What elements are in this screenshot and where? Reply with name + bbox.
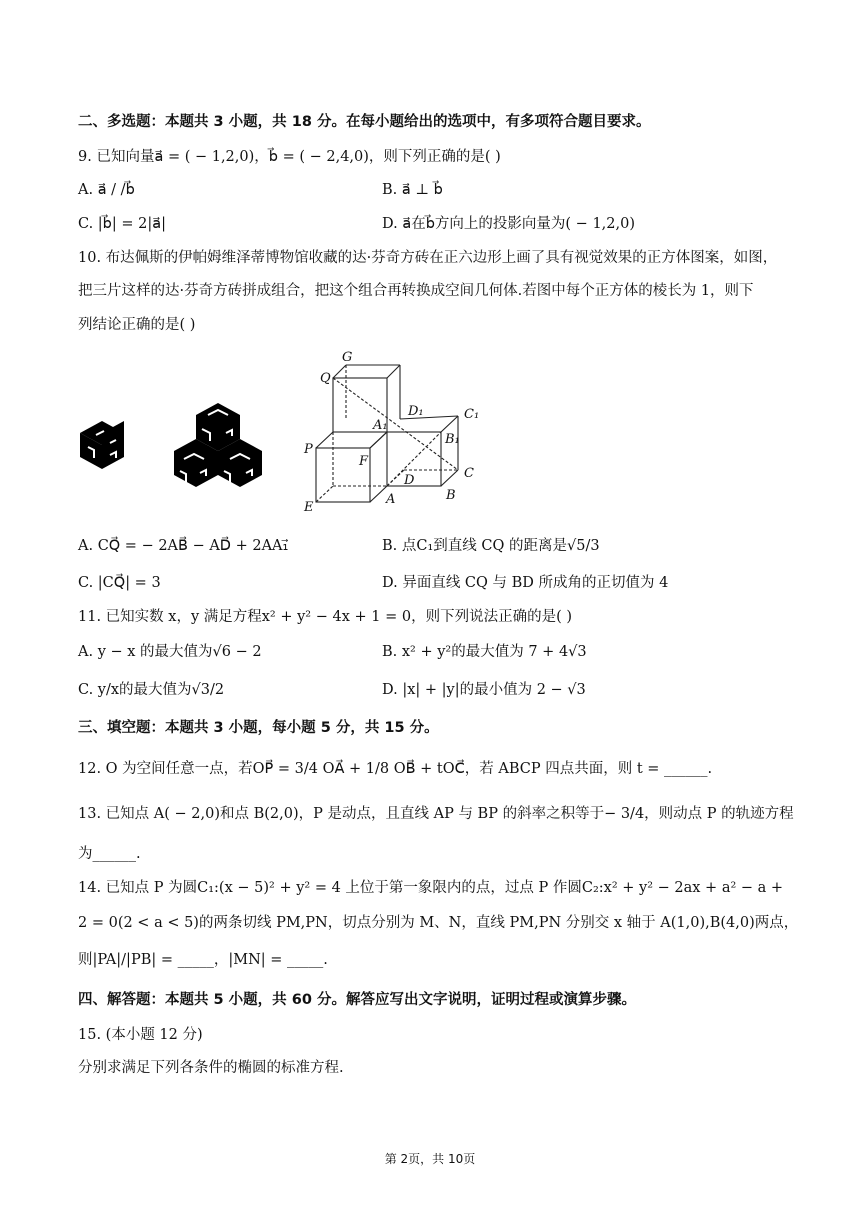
question-10-option-c: C. |CQ⃗| = 3 (78, 575, 161, 591)
label-E: E (304, 500, 314, 515)
question-9-option-b: B. a⃗ ⊥ b⃗ (382, 182, 443, 198)
label-A: A (386, 492, 396, 507)
question-13-line-2: 为______. (78, 846, 141, 862)
label-D1: D₁ (408, 404, 424, 419)
question-9-stem: 9. 已知向量a⃗ = ( − 1,2,0)，b⃗ = ( − 2,4,0)，则下列正确的是( ) (78, 149, 501, 165)
section-heading-multiple-choice: 二、多选题：本题共 3 小题，共 18 分。在每小题给出的选项中，有多项符合题目要求。 (78, 114, 651, 130)
label-B: B (446, 488, 456, 503)
question-11-option-c: C. y/x的最大值为√3/2 (78, 682, 225, 698)
question-14-line-3: 则|PA|/|PB| = _____，|MN| = _____. (78, 952, 328, 968)
question-11-stem: 11. 已知实数 x，y 满足方程x² + y² − 4x + 1 = 0，则下列说法正确的是( ) (78, 609, 572, 625)
cube-figure-svg (74, 345, 494, 515)
section-heading-fill-in: 三、填空题：本题共 3 小题，每小题 5 分，共 15 分。 (78, 720, 439, 736)
label-F: F (359, 454, 369, 469)
label-P: P (304, 442, 313, 457)
combined-tiles-icon (174, 403, 262, 487)
cube-geometry-diagram (316, 365, 458, 502)
question-10-line-2: 把三片这样的达·芬奇方砖拼成组合，把这个组合再转换成空间几何体.若图中每个正方体的棱长为 1，则下 (78, 283, 754, 299)
question-15-heading: 15. (本小题 12 分) (78, 1027, 203, 1043)
single-tile-icon (80, 421, 124, 469)
label-A1: A₁ (373, 418, 388, 433)
label-Q: Q (320, 371, 331, 386)
question-11-option-a: A. y − x 的最大值为√6 − 2 (78, 644, 262, 660)
section-heading-solutions: 四、解答题：本题共 5 小题，共 60 分。解答应写出文字说明，证明过程或演算步骤。 (78, 992, 636, 1008)
question-14-line-1: 14. 已知点 P 为圆C₁:(x − 5)² + y² = 4 上位于第一象限内的点，过点 P 作圆C₂:x² + y² − 2ax + a² − a + (78, 880, 784, 896)
question-11-option-b: B. x² + y²的最大值为 7 + 4√3 (382, 644, 587, 660)
question-14-line-2: 2 = 0(2 < a < 5)的两条切线 PM,PN，切点分别为 M、N，直线 PM,PN 分别交 x 轴于 A(1,0),B(4,0)两点， (78, 915, 799, 931)
question-10-figure (74, 345, 494, 515)
question-9-option-c: C. |b⃗| = 2|a⃗| (78, 216, 167, 232)
label-G: G (342, 350, 353, 365)
label-C1: C₁ (464, 407, 480, 422)
question-10-line-1: 10. 布达佩斯的伊帕姆维泽蒂博物馆收藏的达·芬奇方砖在正六边形上画了具有视觉效果的正方体图案，如图， (78, 250, 778, 266)
question-12: 12. O 为空间任意一点，若OP⃗ = 3/4 OA⃗ + 1/8 OB⃗ + tOC⃗，若 ABCP 四点共面，则 t = ______. (78, 761, 713, 777)
question-15-body: 分别求满足下列各条件的椭圆的标准方程. (78, 1060, 344, 1076)
question-13-line-1: 13. 已知点 A( − 2,0)和点 B(2,0)，P 是动点，且直线 AP 与 BP 的斜率之积等于− 3/4，则动点 P 的轨迹方程 (78, 806, 794, 822)
question-10-option-b: B. 点C₁到直线 CQ 的距离是√5/3 (382, 538, 600, 554)
question-10-option-d: D. 异面直线 CQ 与 BD 所成角的正切值为 4 (382, 575, 669, 591)
question-10-line-3: 列结论正确的是( ) (78, 317, 196, 333)
question-10-option-a: A. CQ⃗ = − 2AB⃗ − AD⃗ + 2AA₁⃗ (78, 538, 289, 554)
question-9-option-d: D. a⃗在b⃗方向上的投影向量为( − 1,2,0) (382, 216, 635, 232)
label-B1: B₁ (445, 432, 460, 447)
question-11-option-d: D. |x| + |y|的最小值为 2 − √3 (382, 682, 586, 698)
label-D: D (404, 473, 415, 488)
question-9-option-a: A. a⃗ / /b⃗ (78, 182, 135, 198)
label-C: C (464, 466, 474, 481)
page-footer: 第 2页，共 10页 (384, 1152, 476, 1166)
